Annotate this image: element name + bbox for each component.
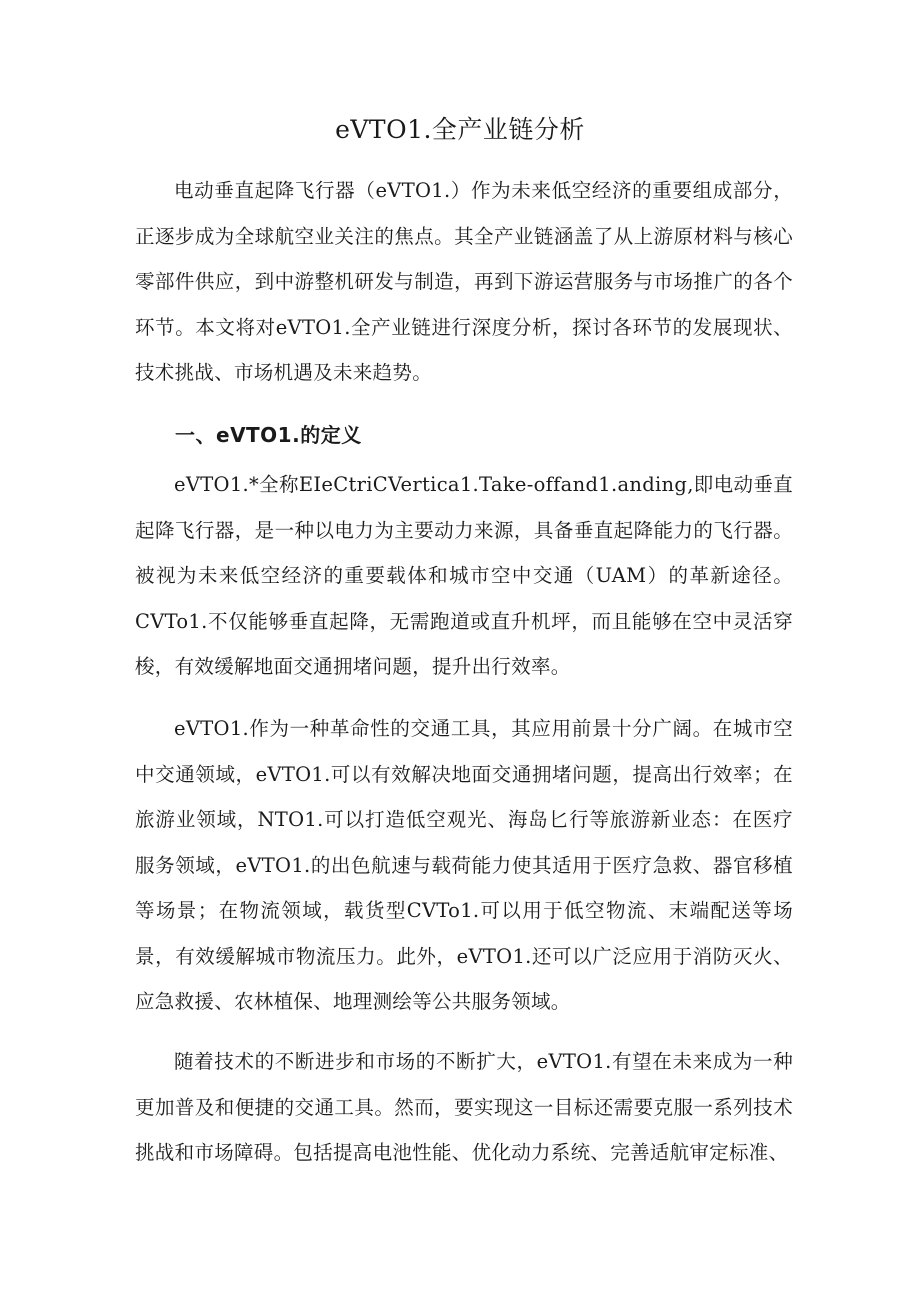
- outlook-paragraph: 随着技术的不断进步和市场的不断扩大，eVTO1.有望在未来成为一种更加普及和便捷的交通工具。然而，要实现这一目标还需要克服一系列技术挑战和市场障碍。包括提高电池性能、优化动力系统、完善适航审定标准、: [135, 1050, 793, 1164]
- intro-paragraph: 电动垂直起降飞行器（eVTO1.）作为未来低空经济的重要组成部分，正逐步成为全球航空业关注的焦点。其全产业链涵盖了从上游原材料与核心零部件供应，到中游整机研发与制造，再到下游运营服务与市场推广的各个环节。本文将对eVTO1.全产业链进行深度分析，探讨各环节的发展现状、技术挑战、市场机遇及未来趋势。: [135, 179, 793, 384]
- section-heading: 一、eVTO1.的定义: [175, 423, 362, 447]
- document-title: eVTO1.全产业链分析: [335, 115, 585, 144]
- definition-paragraph: eVTO1.*全称EIeCtriCVertica1.Take-offand1.anding,即电动垂直起降飞行器，是一种以电力为主要动力来源，具备垂直起降能力的飞行器。被视为未来低空经济的重要载体和城市空中交通（UAM）的革新途径。CVTo1.不仅能够垂直起降，无需跑道或直升机坪，而且能够在空中灵活穿梭，有效缓解地面交通拥堵问题，提升出行效率。: [135, 473, 793, 678]
- applications-paragraph: eVTO1.作为一种革命性的交通工具，其应用前景十分广阔。在城市空中交通领域，eVTO1.可以有效解决地面交通拥堵问题，提高出行效率；在旅游业领域，NTO1.可以打造低空观光、海岛匕行等旅游新业态：在医疗服务领域，eVTO1.的出色航速与载荷能力使其适用于医疗急救、器官移植等场景；在物流领域，载货型CVTo1.可以用于低空物流、末端配送等场景，有效缓解城市物流压力。此外，eVTO1.还可以广泛应用于消防灭火、应急救援、农林植保、地理测绘等公共服务领域。: [135, 717, 793, 1013]
